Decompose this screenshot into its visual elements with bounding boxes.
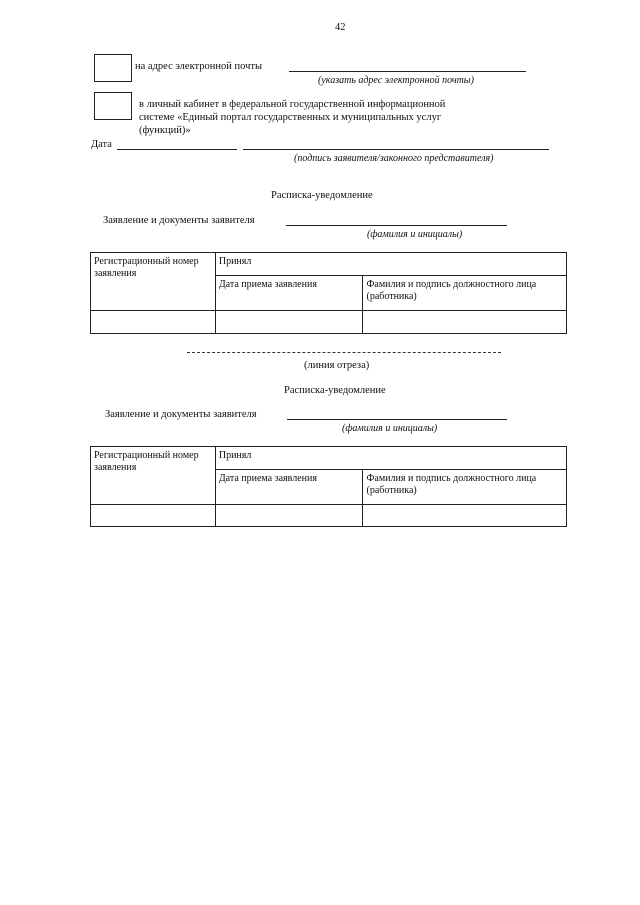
date-label: Дата xyxy=(91,139,112,150)
signature-line[interactable] xyxy=(243,149,549,150)
receipt-1-name-cell[interactable] xyxy=(363,311,567,334)
receipt-2-applicant-hint: (фамилия и инициалы) xyxy=(342,423,438,434)
receipt-1-applicant-hint: (фамилия и инициалы) xyxy=(367,229,463,240)
receipt-2-title: Расписка-уведомление xyxy=(284,385,386,396)
receipt-2-reg-header: Регистрационный номер заявления xyxy=(91,447,216,505)
receipt-1-applicant-label: Заявление и документы заявителя xyxy=(103,215,255,226)
receipt-2-date-header: Дата приема заявления xyxy=(215,470,363,505)
receipt-1-date-cell[interactable] xyxy=(215,311,363,334)
portal-checkbox[interactable] xyxy=(94,92,132,120)
email-hint: (указать адрес электронной почты) xyxy=(318,75,474,86)
portal-option-line3: (функций)» xyxy=(139,125,191,136)
portal-option-line2: системе «Единый портал государственных и муниципальных услуг xyxy=(139,112,442,123)
receipt-2-name-cell[interactable] xyxy=(363,505,567,527)
receipt-1-accepted-header: Принял xyxy=(215,253,566,276)
receipt-2-applicant-line[interactable] xyxy=(287,419,507,420)
receipt-1-name-header: Фамилия и подпись должностного лица (работника) xyxy=(363,276,567,311)
receipt-2-applicant-label: Заявление и документы заявителя xyxy=(105,409,257,420)
receipt-2-accepted-header: Принял xyxy=(215,447,566,470)
receipt-2-reg-cell[interactable] xyxy=(91,505,216,527)
receipt-2-table xyxy=(90,446,567,527)
date-input-line[interactable] xyxy=(117,149,237,150)
cut-line xyxy=(187,352,501,353)
email-option-label: на адрес электронной почты xyxy=(135,61,263,72)
cut-line-label: (линия отреза) xyxy=(304,360,370,371)
page-number: 42 xyxy=(335,22,346,33)
receipt-1-reg-cell[interactable] xyxy=(91,311,216,334)
receipt-1-reg-header: Регистрационный номер заявления xyxy=(91,253,216,311)
receipt-2-name-header: Фамилия и подпись должностного лица (работника) xyxy=(363,470,567,505)
email-checkbox[interactable] xyxy=(94,54,132,82)
receipt-2-date-cell[interactable] xyxy=(215,505,363,527)
receipt-1-date-header: Дата приема заявления xyxy=(215,276,363,311)
signature-hint: (подпись заявителя/законного представителя) xyxy=(294,153,494,164)
receipt-1-applicant-line[interactable] xyxy=(286,225,507,226)
portal-option-line1: в личный кабинет в федеральной государственной информационной xyxy=(139,99,446,110)
receipt-1-table xyxy=(90,252,567,334)
receipt-1-title: Расписка-уведомление xyxy=(271,190,373,201)
email-input-line[interactable] xyxy=(289,71,526,72)
